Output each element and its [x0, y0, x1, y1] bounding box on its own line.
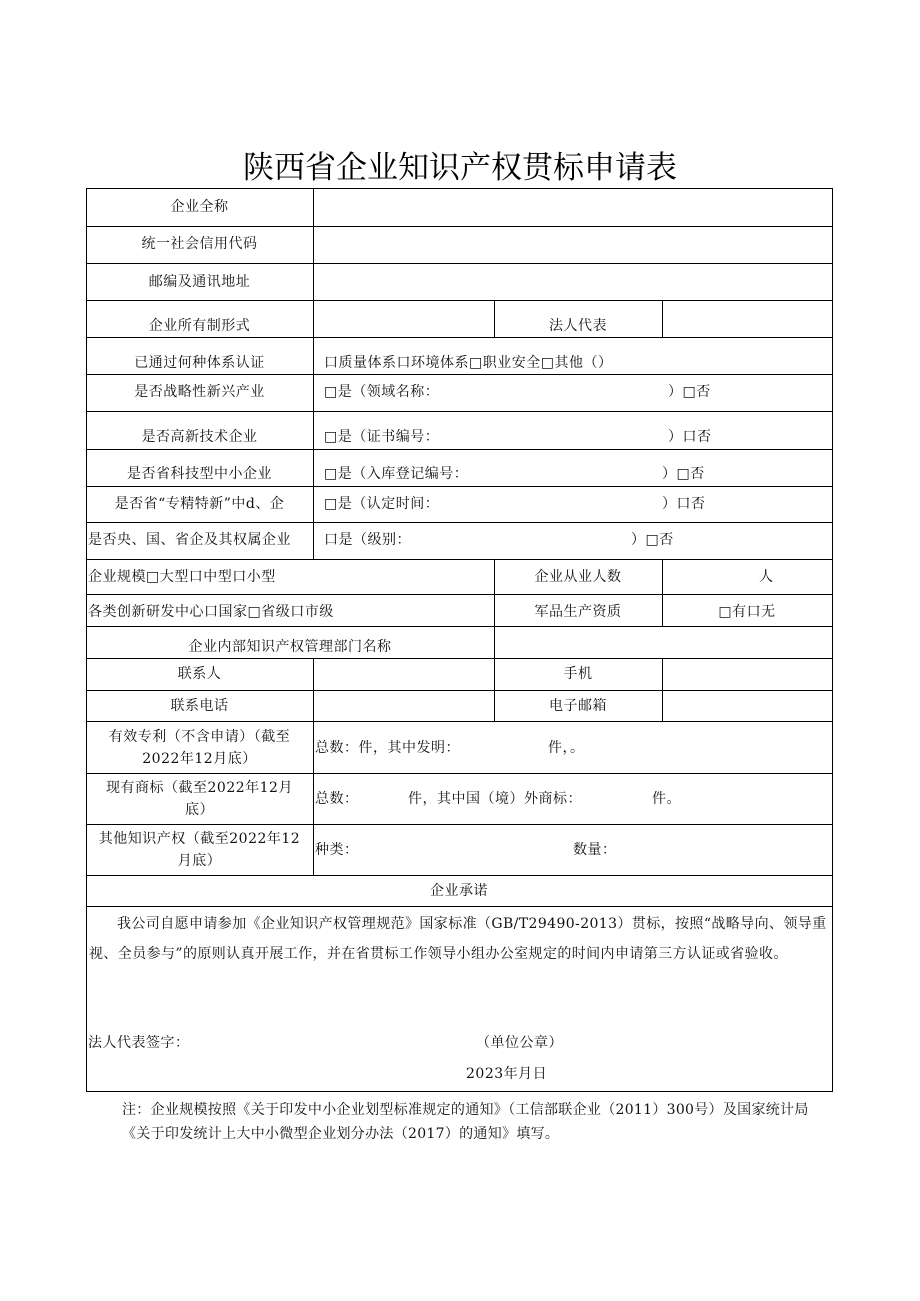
label-patents-line2: 2022年12月底） — [142, 751, 257, 767]
patents-tail: 件，。 — [548, 740, 585, 756]
page-title: 陕西省企业知识产权贯标申请表 — [243, 150, 677, 186]
sme-option-yes: □是（入库登记编号： — [324, 466, 469, 482]
soe-option-yes: 口是（级别： — [324, 532, 411, 548]
commitment-heading: 企业承诺 — [430, 883, 488, 899]
trademarks-mid: 件，其中国（境）外商标： — [408, 791, 582, 807]
label-legal-rep: 法人代表 — [549, 318, 607, 334]
label-patents-line1: 有效专利（不含申请）（截至 — [108, 729, 291, 745]
other-ip-quantity: 数量： — [573, 842, 617, 858]
certification-options: 口质量体系口环境体系□职业安全□其他（） — [324, 355, 613, 371]
label-military: 军品生产资质 — [534, 604, 622, 620]
soe-option-no: ）□否 — [631, 532, 674, 548]
sme-option-no: ）□否 — [662, 466, 705, 482]
company-scale-options: 企业规模□大型口中型口小型 — [88, 569, 276, 585]
label-specialized: 是否省“专精特新”中d、企 — [114, 496, 285, 512]
military-options: □有口无 — [718, 604, 776, 620]
label-other-ip-line1: 其他知识产权（截至2022年12 — [98, 831, 301, 847]
label-strategic: 是否战略性新兴产业 — [134, 384, 265, 400]
rd-center-options: 各类创新研发中心口国家□省级口市级 — [88, 604, 334, 620]
label-trademarks-line2: 底） — [185, 802, 214, 818]
label-ip-dept: 企业内部知识产权管理部门名称 — [188, 639, 392, 655]
signature-label: 法人代表签字： — [88, 1035, 190, 1051]
label-trademarks-line1: 现有商标（截至2022年12月 — [106, 780, 293, 796]
employees-unit: 人 — [759, 569, 774, 585]
footnote: 注：企业规模按照《关于印发中小企业划型标准规定的通知》（工信部联企业（2011）300号）及国家统计局《关于印发统计上大中小微型企业划分办法（2017）的通知》填写。 — [122, 1102, 809, 1142]
label-phone: 联系电话 — [170, 698, 229, 714]
label-certification: 已通过何种体系认证 — [134, 355, 265, 371]
label-mobile: 手机 — [563, 666, 593, 682]
specialized-option-no: ）口否 — [662, 496, 706, 512]
label-ownership: 企业所有制形式 — [148, 318, 251, 334]
hightech-option-no: ）口否 — [668, 429, 712, 445]
label-contact: 联系人 — [177, 666, 222, 682]
label-soe: 是否央、国、省企及其权属企业 — [88, 532, 291, 548]
trademarks-total: 总数： — [315, 791, 359, 807]
label-other-ip-line2: 月底） — [177, 853, 222, 869]
label-email: 电子邮箱 — [549, 698, 607, 714]
specialized-option-yes: □是（认定时间： — [324, 496, 440, 512]
patents-total: 总数：件，其中发明： — [315, 740, 460, 756]
strategic-option-yes: □是（领域名称： — [324, 384, 440, 400]
seal-label: （单位公章） — [476, 1035, 563, 1051]
trademarks-tail: 件。 — [652, 791, 681, 807]
other-ip-kind: 种类： — [315, 842, 359, 858]
strategic-option-no: ）□否 — [668, 384, 711, 400]
label-hightech: 是否高新技术企业 — [141, 429, 258, 445]
hightech-option-yes: □是（证书编号： — [324, 429, 440, 445]
application-form-table — [86, 188, 833, 1092]
label-sme: 是否省科技型中小企业 — [127, 466, 272, 482]
label-employees: 企业从业人数 — [534, 569, 622, 585]
commitment-date: 2023年月日 — [466, 1066, 548, 1082]
commitment-text: 我公司自愿申请参加《企业知识产权管理规范》国家标准（GB/T29490-2013）贯标，按照“战略导向、领导重视、全员参与”的原则认真开展工作，并在省贯标工作领导小组办公室规定的时间内申请第三方认证或省验收。 — [89, 916, 827, 962]
label-credit-code: 统一社会信用代码 — [141, 236, 258, 252]
label-company-name: 企业全称 — [170, 199, 229, 215]
label-address: 邮编及通讯地址 — [148, 274, 251, 290]
